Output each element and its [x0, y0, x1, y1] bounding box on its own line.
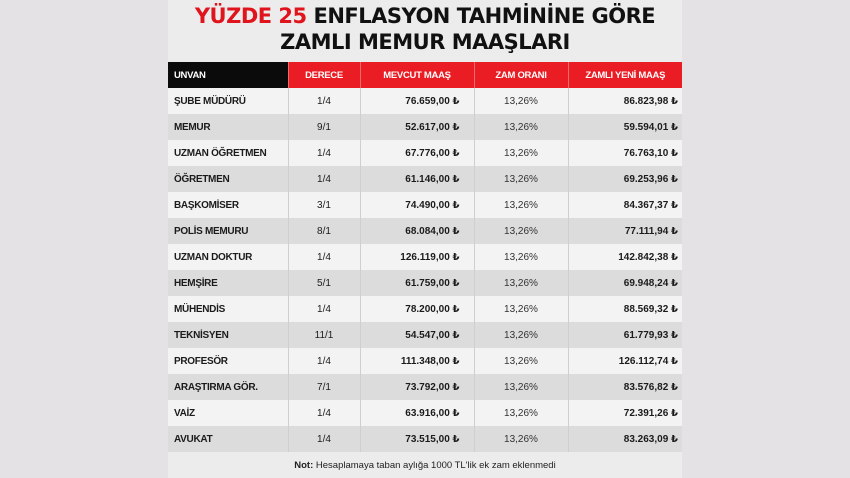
cell-derece: 11/1: [288, 322, 360, 348]
table-row: [168, 374, 682, 400]
header-mevcut-maas: MEVCUT MAAŞ: [360, 62, 474, 88]
cell-derece: 1/4: [288, 348, 360, 374]
cell-zam-orani: 13,26%: [474, 426, 568, 452]
cell-zam-orani: 13,26%: [474, 270, 568, 296]
cell-mevcut-maas: 61.146,00 ₺: [360, 166, 474, 192]
title-line-1: [168, 4, 682, 28]
cell-zamli-yeni-maas: 84.367,37 ₺: [568, 192, 682, 218]
cell-zamli-yeni-maas: 142.842,38 ₺: [568, 244, 682, 270]
cell-unvan: TEKNİSYEN: [168, 322, 288, 348]
table-row: [168, 270, 682, 296]
table-header-row: [168, 62, 682, 88]
infographic-panel: [168, 0, 682, 478]
cell-zam-orani: 13,26%: [474, 348, 568, 374]
cell-derece: 5/1: [288, 270, 360, 296]
cell-derece: 1/4: [288, 166, 360, 192]
cell-mevcut-maas: 61.759,00 ₺: [360, 270, 474, 296]
table-row: [168, 400, 682, 426]
cell-zam-orani: 13,26%: [474, 218, 568, 244]
footnote-label: Not:: [294, 460, 314, 471]
cell-mevcut-maas: 68.084,00 ₺: [360, 218, 474, 244]
cell-derece: 1/4: [288, 426, 360, 452]
cell-mevcut-maas: 73.792,00 ₺: [360, 374, 474, 400]
cell-zam-orani: 13,26%: [474, 244, 568, 270]
cell-mevcut-maas: 73.515,00 ₺: [360, 426, 474, 452]
title-line-2: ZAMLI MEMUR MAAŞLARI: [280, 30, 570, 54]
salary-table: [168, 62, 682, 452]
footnote: [168, 460, 682, 471]
cell-unvan: PROFESÖR: [168, 348, 288, 374]
table-row: [168, 166, 682, 192]
cell-zam-orani: 13,26%: [474, 166, 568, 192]
table-row: [168, 244, 682, 270]
cell-zam-orani: 13,26%: [474, 114, 568, 140]
cell-zam-orani: 13,26%: [474, 140, 568, 166]
title-line-1-rest: ENFLASYON TAHMİNİNE GÖRE: [306, 4, 656, 28]
table-row: [168, 426, 682, 452]
cell-derece: 1/4: [288, 140, 360, 166]
footnote-text: Hesaplamaya taban aylığa 1000 TL'lik ek zam eklenmedi: [313, 460, 556, 471]
cell-unvan: UZMAN ÖĞRETMEN: [168, 140, 288, 166]
table-row: [168, 296, 682, 322]
cell-unvan: AVUKAT: [168, 426, 288, 452]
cell-zam-orani: 13,26%: [474, 374, 568, 400]
cell-unvan: ŞUBE MÜDÜRÜ: [168, 88, 288, 114]
cell-zamli-yeni-maas: 72.391,26 ₺: [568, 400, 682, 426]
cell-zamli-yeni-maas: 59.594,01 ₺: [568, 114, 682, 140]
cell-unvan: MÜHENDİS: [168, 296, 288, 322]
cell-zam-orani: 13,26%: [474, 296, 568, 322]
cell-zam-orani: 13,26%: [474, 88, 568, 114]
cell-mevcut-maas: 111.348,00 ₺: [360, 348, 474, 374]
title-highlight: YÜZDE 25: [194, 4, 307, 28]
cell-zamli-yeni-maas: 76.763,10 ₺: [568, 140, 682, 166]
cell-unvan: VAİZ: [168, 400, 288, 426]
cell-mevcut-maas: 63.916,00 ₺: [360, 400, 474, 426]
cell-zamli-yeni-maas: 126.112,74 ₺: [568, 348, 682, 374]
cell-mevcut-maas: 76.659,00 ₺: [360, 88, 474, 114]
cell-zam-orani: 13,26%: [474, 192, 568, 218]
cell-zam-orani: 13,26%: [474, 400, 568, 426]
cell-derece: 1/4: [288, 88, 360, 114]
table-row: [168, 114, 682, 140]
cell-unvan: BAŞKOMİSER: [168, 192, 288, 218]
header-zamli-yeni-maas: ZAMLI YENİ MAAŞ: [568, 62, 682, 88]
cell-unvan: UZMAN DOKTUR: [168, 244, 288, 270]
cell-mevcut-maas: 78.200,00 ₺: [360, 296, 474, 322]
cell-unvan: ÖĞRETMEN: [168, 166, 288, 192]
cell-zamli-yeni-maas: 88.569,32 ₺: [568, 296, 682, 322]
header-zam-orani: ZAM ORANI: [474, 62, 568, 88]
cell-unvan: ARAŞTIRMA GÖR.: [168, 374, 288, 400]
cell-derece: 8/1: [288, 218, 360, 244]
table-body: [168, 88, 682, 452]
cell-mevcut-maas: 67.776,00 ₺: [360, 140, 474, 166]
cell-zamli-yeni-maas: 83.263,09 ₺: [568, 426, 682, 452]
cell-zam-orani: 13,26%: [474, 322, 568, 348]
cell-unvan: MEMUR: [168, 114, 288, 140]
cell-derece: 1/4: [288, 296, 360, 322]
cell-derece: 1/4: [288, 400, 360, 426]
table-row: [168, 140, 682, 166]
table-row: [168, 348, 682, 374]
cell-derece: 9/1: [288, 114, 360, 140]
cell-derece: 1/4: [288, 244, 360, 270]
cell-zamli-yeni-maas: 69.948,24 ₺: [568, 270, 682, 296]
cell-mevcut-maas: 52.617,00 ₺: [360, 114, 474, 140]
cell-zamli-yeni-maas: 69.253,96 ₺: [568, 166, 682, 192]
cell-zamli-yeni-maas: 83.576,82 ₺: [568, 374, 682, 400]
cell-unvan: HEMŞİRE: [168, 270, 288, 296]
cell-mevcut-maas: 74.490,00 ₺: [360, 192, 474, 218]
cell-zamli-yeni-maas: 86.823,98 ₺: [568, 88, 682, 114]
table-row: [168, 322, 682, 348]
table-row: [168, 218, 682, 244]
header-derece: DERECE: [288, 62, 360, 88]
cell-zamli-yeni-maas: 77.111,94 ₺: [568, 218, 682, 244]
header-unvan: UNVAN: [168, 62, 288, 88]
cell-mevcut-maas: 54.547,00 ₺: [360, 322, 474, 348]
cell-zamli-yeni-maas: 61.779,93 ₺: [568, 322, 682, 348]
cell-derece: 3/1: [288, 192, 360, 218]
table-row: [168, 192, 682, 218]
table-row: [168, 88, 682, 114]
cell-mevcut-maas: 126.119,00 ₺: [360, 244, 474, 270]
cell-derece: 7/1: [288, 374, 360, 400]
cell-unvan: POLİS MEMURU: [168, 218, 288, 244]
